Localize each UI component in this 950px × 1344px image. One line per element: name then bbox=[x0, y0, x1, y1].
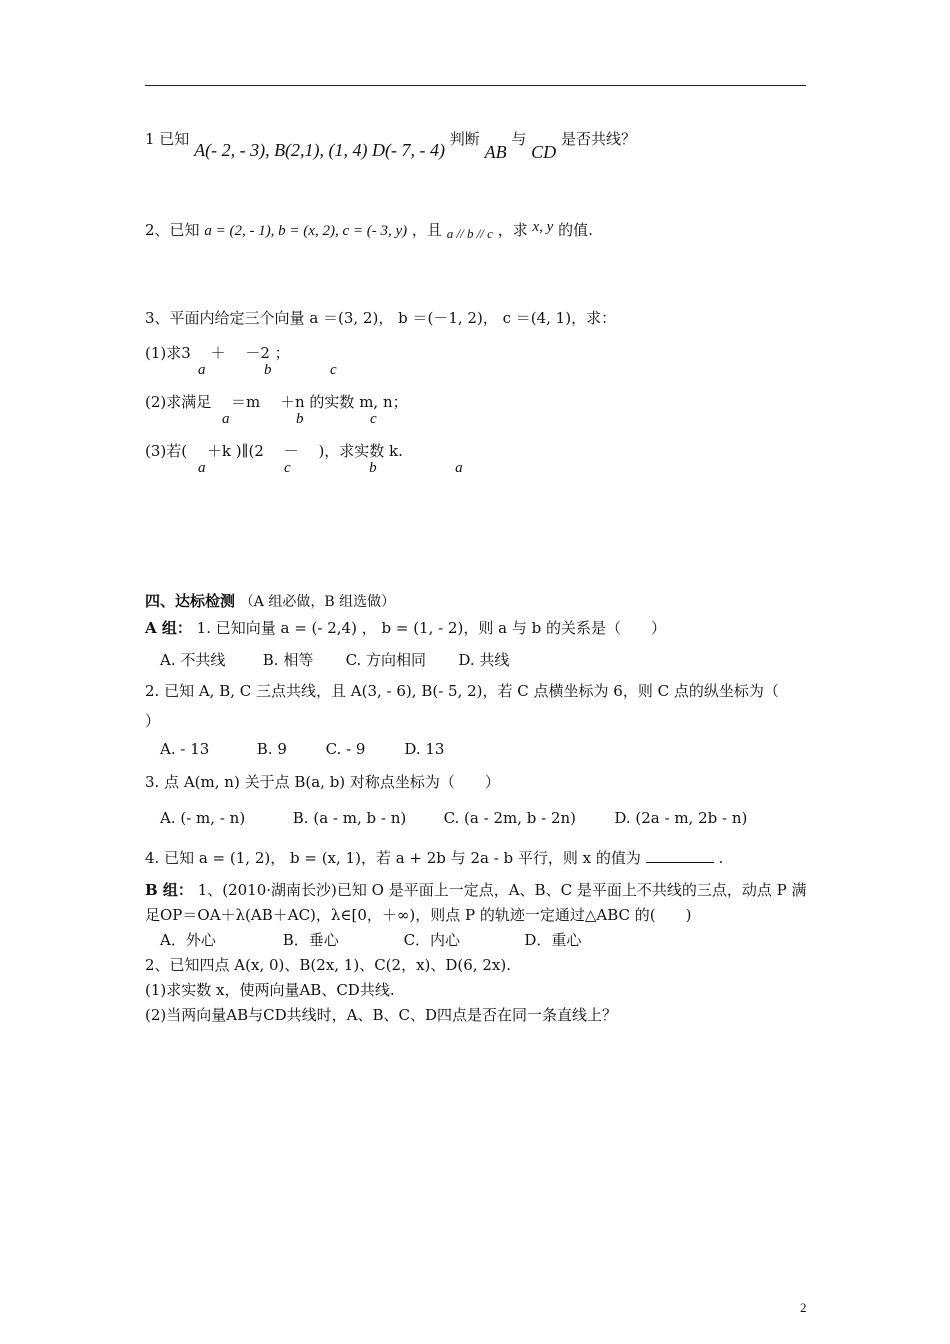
q3-part3-sub: a c b a bbox=[198, 460, 463, 476]
q1-points: A(- 2, - 3), B(2,1), (1, 4) D(- 7, - 4) bbox=[194, 140, 446, 160]
groupA-q2-options bbox=[160, 739, 444, 759]
q1-line bbox=[145, 128, 636, 162]
q1-suffix: 是否共线？ bbox=[560, 130, 636, 148]
q2-mid: ，且 bbox=[411, 221, 442, 239]
header-rule bbox=[145, 85, 806, 86]
option: D. 13 bbox=[404, 740, 445, 758]
option: C. 方向相同 bbox=[345, 651, 427, 669]
q2-line bbox=[145, 220, 593, 241]
option: B．垂心 bbox=[282, 931, 339, 949]
option: B. 相等 bbox=[262, 651, 314, 669]
q3-part3: (3)若( ＋k )∥(2 － )，求实数 k. bbox=[145, 442, 403, 460]
groupA-q1-text: 1. 已知向量 a = (- 2,4) ， b = (1, - 2)，则 a 与 b 的关系是（ ） bbox=[196, 619, 666, 637]
option: D. (2a - m, 2b - n) bbox=[614, 809, 748, 827]
q1-ab: AB bbox=[484, 142, 507, 162]
option: C. (a - 2m, b - 2n) bbox=[443, 809, 577, 827]
option: D．重心 bbox=[524, 931, 582, 949]
q3-part1: (1)求3 ＋ －2 ； bbox=[145, 344, 290, 362]
q1-cd: CD bbox=[531, 142, 557, 162]
groupB-q1 bbox=[145, 880, 806, 900]
option: A. 不共线 bbox=[160, 651, 226, 669]
groupA-q4-end: . bbox=[718, 849, 724, 867]
groupB-q1-cont: 足OP＝OA＋λ(AB＋AC)，λ∈[0，＋∞)，则点 P 的轨迹一定通过△ABC 的( ) bbox=[145, 906, 692, 924]
page-number: 2 bbox=[800, 1300, 807, 1315]
q2-prefix: 2、已知 bbox=[145, 221, 200, 239]
q2-vectors: a = (2, - 1), b = (x, 2), c = (- 3, y) bbox=[204, 223, 408, 239]
q3-part1-sub: a b c bbox=[198, 362, 337, 378]
groupA-q4 bbox=[145, 848, 723, 868]
groupB-q2-part2: (2)当两向量AB与CD共线时，A、B、C、D四点是否在同一条直线上？ bbox=[145, 1006, 617, 1024]
option: A．外心 bbox=[160, 931, 216, 949]
q3-line: 3、平面内给定三个向量 a ＝(3, 2)， b ＝(－1, 2)， c ＝(4, 1)，求： bbox=[145, 309, 617, 327]
option: A. - 13 bbox=[160, 740, 210, 758]
option: C. - 9 bbox=[325, 740, 366, 758]
groupB-label: B 组： bbox=[145, 881, 193, 899]
groupA-label: A 组： bbox=[145, 619, 192, 637]
groupB-q1-text: 1、(2010·湖南长沙)已知 O 是平面上一定点，A、B、C 是平面上不共线的三点，动点 P 满 bbox=[197, 881, 807, 899]
q1-judge: 判断 bbox=[449, 130, 480, 148]
q1-prefix: 1 已知 bbox=[145, 130, 190, 148]
groupB-q2: 2、已知四点 A(x, 0)、B(2x, 1)、C(2，x)、D(6, 2x). bbox=[145, 956, 511, 974]
groupA-q4-text: 4. 已知 a = (1, 2)， b = (x, 1)，若 a + 2b 与 2a - b 平行，则 x 的值为 bbox=[145, 849, 641, 867]
option: D. 共线 bbox=[458, 651, 510, 669]
q2-suffix: 的值. bbox=[558, 221, 593, 239]
q2-vars: x, y bbox=[532, 219, 554, 235]
q1-yu: 与 bbox=[511, 130, 527, 148]
section4-title: 四、达标检测 bbox=[145, 592, 236, 610]
groupA-q3-options bbox=[160, 808, 747, 828]
groupA-q1-options bbox=[160, 650, 509, 670]
groupA-q1 bbox=[145, 618, 666, 638]
groupB-q1-options bbox=[160, 930, 581, 950]
answer-blank bbox=[646, 848, 714, 863]
groupB-q2-part1: (1)求实数 x，使两向量AB、CD共线. bbox=[145, 981, 395, 999]
groupA-q3: 3. 点 A(m, n) 关于点 B(a, b) 对称点坐标为（ ） bbox=[145, 773, 500, 791]
option: B. (a - m, b - n) bbox=[292, 809, 407, 827]
groupA-q2: 2. 已知 A, B, C 三点共线，且 A(3, - 6), B(- 5, 2)，若 C 点横坐标为 6，则 C 点的纵坐标为（ bbox=[145, 682, 779, 700]
option: B. 9 bbox=[256, 740, 287, 758]
option: A. (- m, - n) bbox=[160, 809, 246, 827]
section4-heading bbox=[145, 591, 395, 612]
q2-parallel: a // b // c bbox=[446, 226, 493, 241]
q3-part2: (2)求满足 ＝m ＋n 的实数 m, n； bbox=[145, 393, 408, 411]
section4-note: （A 组必做，B 组选做） bbox=[239, 594, 396, 610]
q3-part2-sub: a b c bbox=[222, 411, 377, 427]
option: C．内心 bbox=[403, 931, 461, 949]
groupA-q2-cont: ） bbox=[145, 712, 161, 730]
q2-ask: ，求 bbox=[497, 221, 528, 239]
